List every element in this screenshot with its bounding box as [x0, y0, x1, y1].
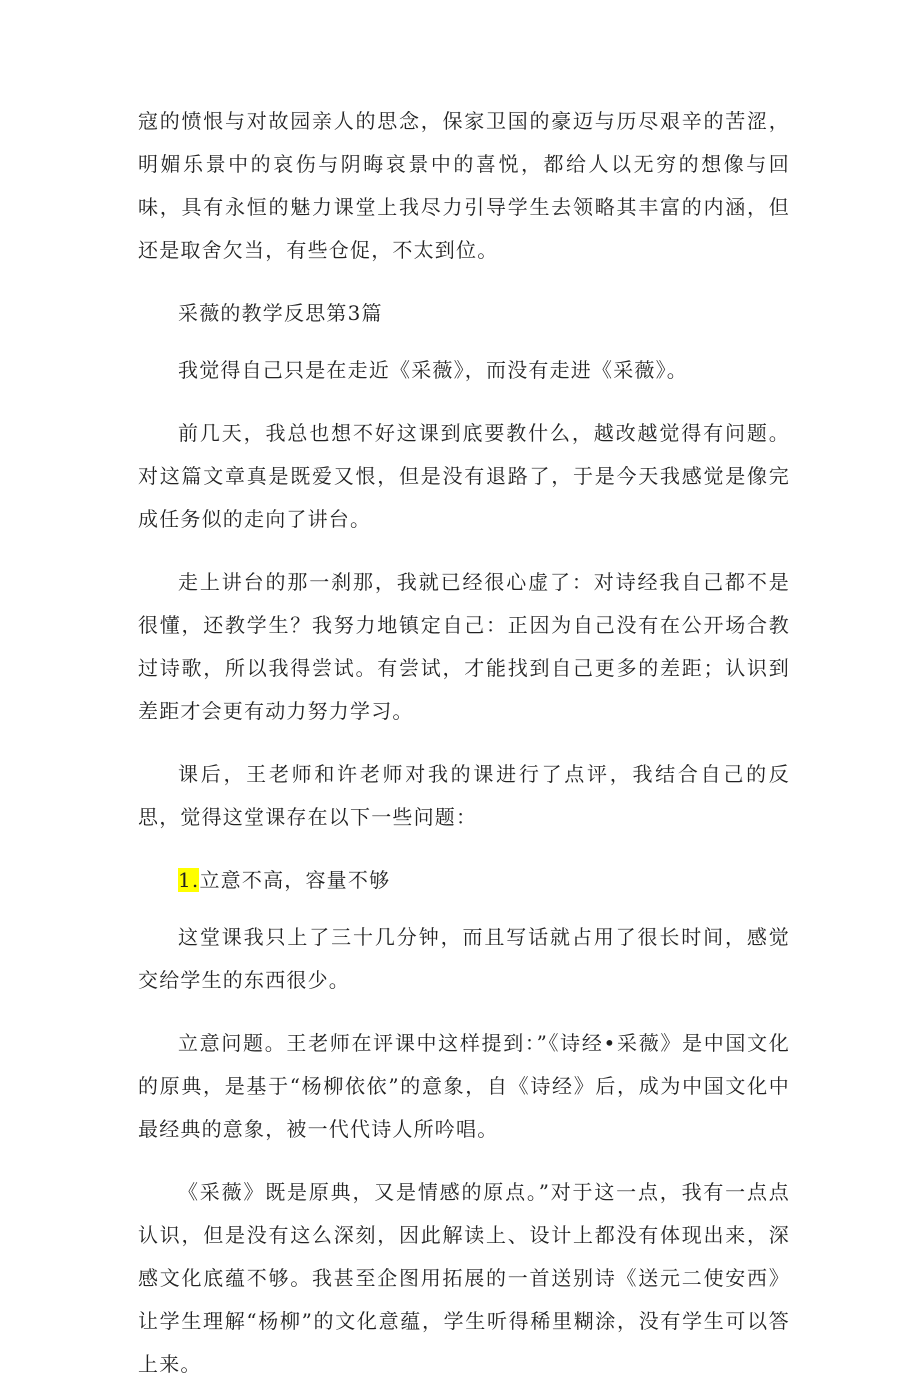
section-heading: 采薇的教学反思第3篇 — [178, 301, 383, 325]
paragraph-continuation: 寇的愤恨与对故园亲人的思念，保家卫国的豪迈与历尽艰辛的苦涩，明媚乐景中的哀伤与阴晦哀景中的喜悦，都给人以无穷的想像与回味，具有永恒的魅力课堂上我尽力引导学生去领略其丰富的内涵，但还是取舍欠当，有些仓促，不太到位。 — [138, 109, 790, 262]
paragraph-review: 课后，王老师和许老师对我的课进行了点评，我结合自己的反思，觉得这堂课存在以下一些问题： — [138, 762, 790, 829]
paragraph-podium: 走上讲台的那一刹那，我就已经很心虚了：对诗经我自己都不是很懂，还教学生？我努力地镇定自己：正因为自己没有在公开场合教过诗歌，所以我得尝试。有尝试，才能找到自己更多的差距；认识到差距才会更有动力努力学习。 — [138, 570, 790, 723]
paragraph-theme: 立意问题。王老师在评课中这样提到：”《诗经•采薇》是中国文化的原典，是基于“杨柳依依”的意象，自《诗经》后，成为中国文化中最经典的意象，被一代代诗人所吟唱。 — [138, 1031, 790, 1141]
list-item-number: 1. — [178, 868, 200, 892]
paragraph-origin: 《采薇》既是原典，又是情感的原点。”对于这一点，我有一点点认识，但是没有这么深刻，因此解读上、设计上都没有体现出来，深感文化底蕴不够。我甚至企图用拓展的一首送别诗《送元二使安西》让学生理解“杨柳”的文化意蕴，学生听得稀里糊涂，没有学生可以答上来。 — [138, 1180, 790, 1376]
document-page — [138, 100, 790, 1386]
paragraph-intro: 我觉得自己只是在走近《采薇》，而没有走进《采薇》。 — [178, 358, 688, 382]
paragraph-preparation: 前几天，我总也想不好这课到底要教什么，越改越觉得有问题。对这篇文章真是既爱又恨，但是没有退路了，于是今天我感觉是像完成任务似的走向了讲台。 — [138, 421, 790, 531]
list-item — [138, 859, 790, 902]
paragraph-duration: 这堂课我只上了三十几分钟，而且写话就占用了很长时间，感觉交给学生的东西很少。 — [138, 925, 790, 992]
list-item-text: 立意不高，容量不够 — [199, 868, 391, 892]
